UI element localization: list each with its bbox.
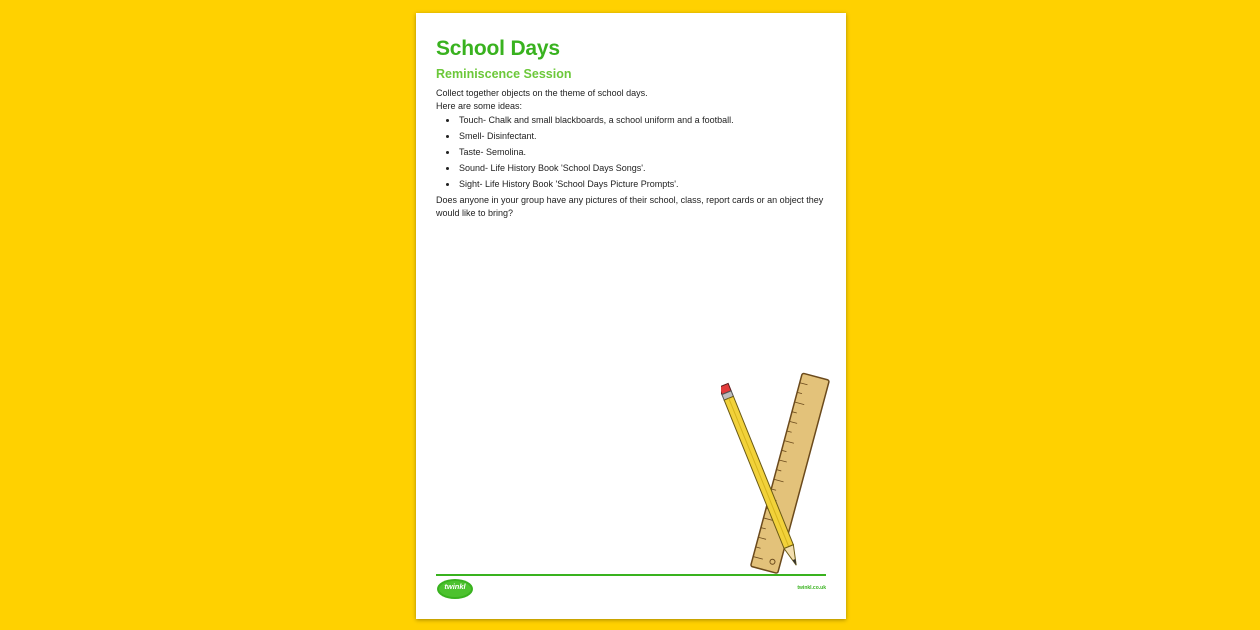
closing-text: Does anyone in your group have any pictures of their school, class, report cards or an object they would like to bring? [436, 195, 824, 218]
list-item: • Touch- Chalk and small blackboards, a school uniform and a football. [458, 114, 831, 127]
body-text [436, 87, 831, 220]
footer-divider [436, 574, 826, 576]
list-item: • Smell- Disinfectant. [458, 130, 831, 143]
ruler-pencil-illustration [721, 368, 836, 583]
ideas-heading: Here are some ideas: [436, 101, 523, 111]
list-item: • Sight- Life History Book 'School Days Picture Prompts'. [458, 178, 831, 191]
footer-url: twinkl.co.uk [797, 585, 826, 591]
list-item: • Sound- Life History Book 'School Days Songs'. [458, 162, 831, 175]
logo-text: twinkl [444, 582, 466, 591]
intro-text: Collect together objects on the theme of school days. [436, 88, 648, 98]
twinkl-logo [436, 578, 474, 600]
worksheet-page [416, 13, 846, 619]
list-item: • Taste- Semolina. [458, 146, 831, 159]
page-title: School Days [436, 37, 560, 60]
page-subtitle: Reminiscence Session [436, 67, 572, 81]
ideas-list [436, 114, 831, 191]
